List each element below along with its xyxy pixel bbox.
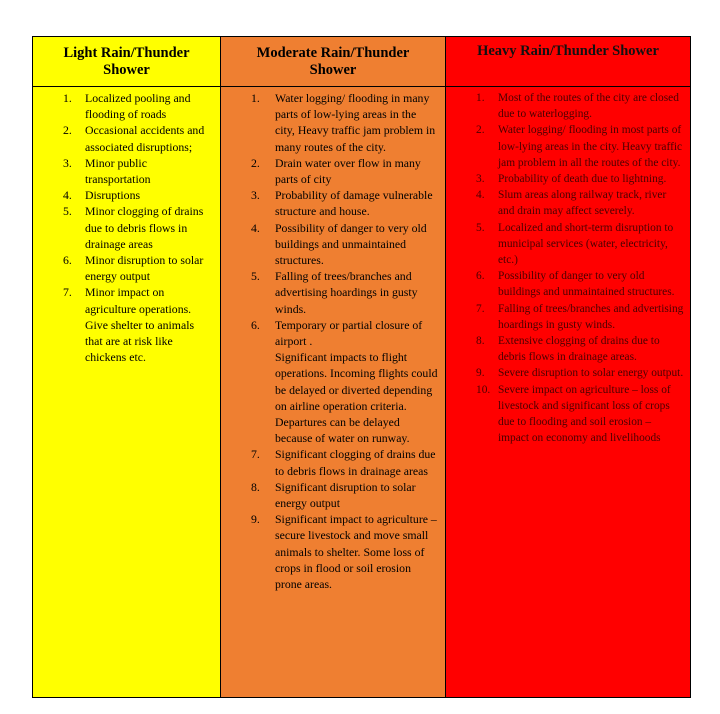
list-item — [33, 155, 214, 187]
item-number: 1. — [476, 92, 485, 104]
item-number: 9. — [251, 512, 260, 527]
item-number: 4. — [63, 188, 72, 203]
item-text: Minor disruption to solar energy output — [85, 253, 204, 284]
item-text: Minor impact on agriculture operations. Give shelter to animals that are at risk like chickens etc. — [85, 285, 195, 365]
list-item — [33, 187, 214, 203]
item-number: 5. — [476, 221, 485, 234]
item-text: Significant clogging of drains due to debris flows in drainage areas — [275, 447, 436, 478]
item-number: 2. — [63, 123, 72, 138]
light-rain-impacts-list — [33, 87, 220, 365]
list-item — [446, 187, 684, 219]
item-number: 1. — [251, 91, 260, 105]
item-text: Drain water over flow in many parts of city — [275, 155, 421, 187]
item-text: Significant impact to agriculture – secure livestock and move small animals to shelter. Some loss of crops in flood or soil erosion prone areas. — [275, 512, 437, 592]
item-text: Water logging/ flooding in most parts of low-lying areas in the city. Heavy traffic jam problem in all the routes of the city. — [498, 124, 683, 169]
list-item — [446, 171, 684, 187]
list-item — [446, 220, 684, 269]
item-number: 2. — [251, 155, 260, 170]
list-item — [221, 479, 439, 511]
item-number: 4. — [476, 189, 485, 202]
list-item — [221, 511, 439, 592]
item-text: Extensive clogging of drains due to debris flows in drainage areas. — [498, 335, 660, 364]
item-number: 7. — [476, 302, 485, 315]
column-heavy-rain — [445, 37, 690, 697]
list-item — [33, 122, 214, 154]
list-item — [221, 317, 439, 447]
item-text: Water logging/ flooding in many parts of low-lying areas in the city, Heavy traffic jam problem in many routes of the city. — [275, 91, 436, 154]
item-number: 7. — [251, 447, 260, 462]
item-text: Occasional accidents and associated disruptions; — [85, 123, 205, 154]
list-item — [33, 203, 214, 252]
column-light-rain — [33, 37, 220, 697]
item-number: 3. — [251, 188, 260, 203]
item-number: 2. — [476, 124, 485, 137]
item-text: Probability of death due to lightning. — [498, 173, 667, 186]
list-item — [221, 90, 439, 155]
item-number: 10. — [476, 383, 491, 396]
item-number: 4. — [251, 220, 260, 235]
list-item — [221, 220, 439, 269]
column-header-moderate: Moderate Rain/Thunder Shower — [221, 37, 445, 87]
item-number: 3. — [63, 155, 72, 170]
list-item — [446, 90, 684, 122]
item-text: Falling of trees/branches and advertising hoardings in gusty winds. — [275, 269, 418, 316]
column-header-heavy: Heavy Rain/Thunder Shower — [446, 37, 690, 87]
item-text: Localized and short-term disruption to municipal services (water, electricity, etc.) — [498, 221, 674, 267]
item-text: Temporary or partial closure of airport . Significant impacts to flight operations. Incoming flights could be delayed or diverted depending on airline operation criteria. Departures can be delayed because of water on runway. — [275, 317, 438, 446]
list-item — [33, 90, 214, 122]
moderate-rain-impacts-list — [221, 87, 445, 592]
list-item — [221, 187, 439, 219]
list-item — [446, 333, 684, 365]
item-number: 5. — [63, 204, 72, 219]
item-text: Possibility of danger to very old buildings and unmaintained structures. — [275, 220, 427, 268]
item-number: 6. — [63, 253, 72, 268]
item-number: 6. — [251, 317, 260, 332]
item-text: Severe impact on agriculture – loss of livestock and significant loss of crops due to flooding and soil erosion – impact on economy and livelihoods — [498, 383, 671, 445]
list-item — [446, 122, 684, 171]
item-number: 6. — [476, 270, 485, 283]
impact-table — [32, 36, 691, 698]
column-moderate-rain — [220, 37, 445, 697]
item-number: 7. — [63, 285, 72, 300]
heavy-rain-impacts-list — [446, 87, 690, 446]
item-number: 5. — [251, 269, 260, 284]
column-header-light: Light Rain/Thunder Shower — [33, 37, 220, 87]
item-text: Slum areas along railway track, river and drain may affect severely. — [498, 189, 667, 218]
item-text: Minor public transportation — [85, 155, 151, 187]
item-number: 3. — [476, 173, 485, 186]
item-number: 9. — [476, 367, 485, 380]
item-number: 1. — [63, 91, 72, 105]
list-item — [446, 365, 684, 381]
list-item — [446, 268, 684, 300]
item-text: Severe disruption to solar energy output. — [498, 367, 684, 380]
list-item — [33, 252, 214, 284]
item-text: Possibility of danger to very old buildings and unmaintained structures. — [498, 270, 675, 299]
list-item — [446, 382, 684, 447]
item-text: Falling of trees/branches and advertising hoardings in gusty winds. — [498, 302, 684, 331]
list-item — [221, 155, 439, 187]
item-number: 8. — [251, 479, 260, 494]
list-item — [33, 284, 214, 365]
list-item — [221, 446, 439, 478]
item-number: 8. — [476, 335, 485, 348]
item-text: Localized pooling and flooding of roads — [85, 91, 191, 122]
item-text: Significant disruption to solar energy output — [275, 479, 416, 511]
item-text: Disruptions — [85, 188, 141, 203]
list-item — [446, 301, 684, 333]
item-text: Probability of damage vulnerable structure and house. — [275, 188, 433, 219]
list-item — [221, 268, 439, 317]
item-text: Most of the routes of the city are closed due to waterlogging. — [498, 92, 679, 121]
item-text: Minor clogging of drains due to debris flows in drainage areas — [85, 204, 204, 251]
